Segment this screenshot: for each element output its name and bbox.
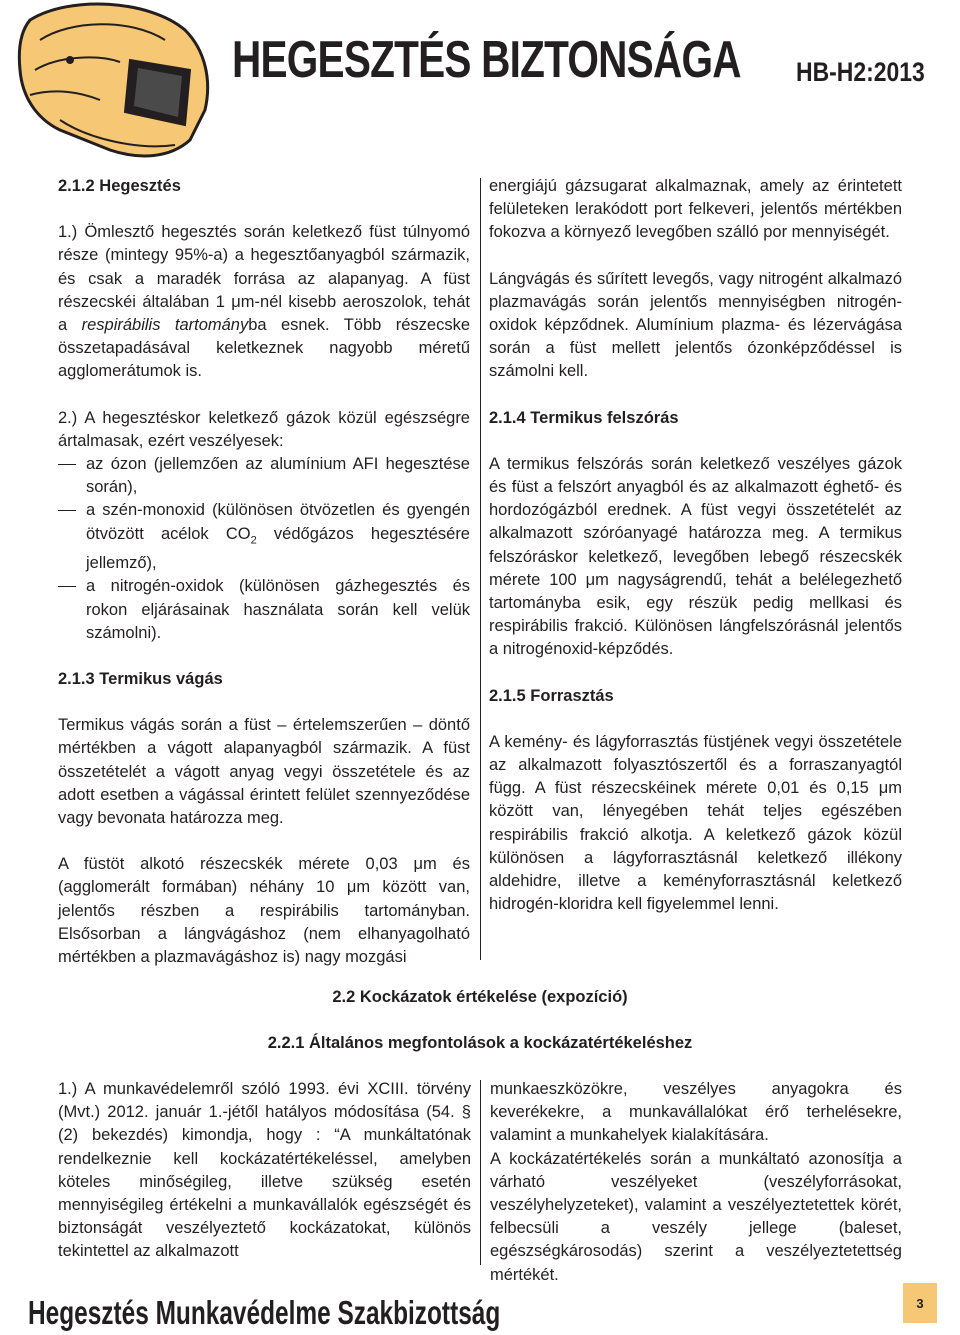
- paragraph: A kemény- és lágyforrasztás füstjének vegyi összetétele az alkalmazott folyasztószertől és a forraszanyagtól függ. A füst részecskéinek mérete 0,01 és 0,15 μm között van, lényegében tehát teljes egészében respirábilis frakció alkotja. A keletkező gázok közül különösen a lágyforrasztásnál keletkező illékony aldehidre, illetve a keményforrasztásnál keletkező hidrogén-kloridra kell figyelemmel lenni.: [489, 732, 902, 914]
- section-heading-termikus-vagas: 2.1.3 Termikus vágás: [58, 669, 223, 688]
- list-item: az ózon (jellemzően az alumínium AFI hegesztése során),: [58, 453, 470, 499]
- bottom-right-column: [490, 1078, 902, 1287]
- list-item: a nitrogén-oxidok (különösen gázhegesztés és rokon eljárásainak használata során kell velük számolni).: [58, 575, 470, 645]
- paragraph: Termikus vágás során a füst – értelemszerűen – döntő mértékben a vágott alapanyagból származik. A füst összetételét a vágott anyag vegyi összetétele és az adott esetben a vágással érintett felület szennyeződése vagy bevonata határozza meg.: [58, 716, 470, 827]
- subsection-heading-altalanos: 2.2.1 Általános megfontolások a kockázatértékeléshez: [267, 1034, 693, 1052]
- paragraph: Lángvágás és sűrített levegős, vagy nitrogént alkalmazó plazmavágás során jelentős mennyiségben nitrogén-oxidok képződnek. Alumínium plazma- és lézervágása során a füst mellett jelentős ózonképződéssel is számolni kell.: [489, 269, 902, 381]
- list-item: a szén-monoxid (különösen ötvözetlen és gyengén ötvözött acélok $CO_2$ védőgázos hegesztésére jellemző),: [58, 499, 470, 575]
- right-column: [489, 175, 902, 916]
- page-title: HEGESZTÉS BIZTONSÁGA: [232, 31, 741, 89]
- dash-list: [58, 453, 470, 645]
- paragraph: A kockázatértékelés során a munkáltató azonosítja a várható veszélyeket (veszélyforrásokat, veszélyhelyzeteket), valamint a veszélyeztetettek körét, felbecsüli a veszély jellege (baleset, egészségkárosodás) szerint a veszélyeztetettség mértékét.: [490, 1149, 902, 1284]
- column-divider: [480, 1080, 481, 1265]
- paragraph: 2.) A hegesztéskor keletkező gázok közül egészségre ártalmasak, ezért veszélyesek:: [58, 408, 470, 450]
- column-divider: [480, 178, 481, 960]
- paragraph: 1.) A munkavédelemről szóló 1993. évi XCIII. törvény (Mvt.) 2012. január 1.-jétől hatályos módosítása (54. § (2) bekezdés) kimondja, hogy : “A munkáltatónak rendelkeznie kell kockázatértékeléssel, amelyben köteles minőségileg, illetve szükség esetén mennyiségileg értékelni a munkavállalók egészségét és biztonságát veszélyeztető kockázatokat, különös tekintettel az alkalmazott: [58, 1080, 471, 1261]
- section-heading-forrasztas: 2.1.5 Forrasztás: [489, 686, 614, 705]
- paragraph: munkaeszközökre, veszélyes anyagokra és keverékekre, a munkavállalókat érő terhelésekre, valamint a munkahelyek kialakítására.: [490, 1080, 902, 1145]
- section-heading-termikus-felszoras: 2.1.4 Termikus felszórás: [489, 408, 679, 427]
- section-heading-kockazatok: 2.2 Kockázatok értékelése (expozíció): [332, 988, 628, 1006]
- paragraph: A termikus felszórás során keletkező veszélyes gázok és füst a felszórt anyagból és az alkalmazott éghető- és hordozógázból erednek. A füst vegyi összetételét az alkalmazott szóróanyagé határozza meg. A termikus felszóráskor keletkező, levegőben lebegő részecskék mérete 100 μm nagyságrendű, tehát a belélegezhető tartományba esik, egy részük pedig mellkasi és respirábilis frakció. Különösen lángfelszórásnál jelentős a nitrogénoxid-képződés.: [489, 454, 902, 659]
- page-number: 3: [903, 1283, 937, 1323]
- document-code: HB-H2:2013: [796, 57, 925, 87]
- section-heading-hegesztes: 2.1.2 Hegesztés: [58, 177, 181, 195]
- paragraph: 1.) Ömlesztő hegesztés során keletkező füst túlnyomó része (mintegy 95%-a) a hegesztőanyagból származik, és csak a maradék forrása az alapanyag. A füst részecskéi általában 1 μm-nél kisebb aeroszolok, tehát a respirábilis tartományba esnek. Több részecske összetapadásával keletkeznek nagyobb méretű agglomerátumok is.: [58, 223, 471, 381]
- paragraph: A füstöt alkotó részecskék mérete 0,03 μm és (agglomerált formában) néhány 10 μm között van, jelentős részben a respirábilis tartományban. Elsősorban a lángvágáshoz (nem elhanyagolható mértékben a plazmavágáshoz is) nagy mozgási: [58, 855, 470, 966]
- italic-term: respirábilis tartomány: [81, 316, 249, 335]
- left-column: [58, 175, 470, 969]
- bottom-left-column: [58, 1078, 471, 1264]
- paragraph: energiájú gázsugarat alkalmaznak, amely az érintetett felületeken lerakódott port felkeveri, jelentős mértékben fokozva a környező levegőben szálló por mennyiségét.: [489, 177, 902, 242]
- footer-title: Hegesztés Munkavédelme Szakbizottság: [28, 1294, 501, 1331]
- welding-helmet-icon: [0, 0, 215, 165]
